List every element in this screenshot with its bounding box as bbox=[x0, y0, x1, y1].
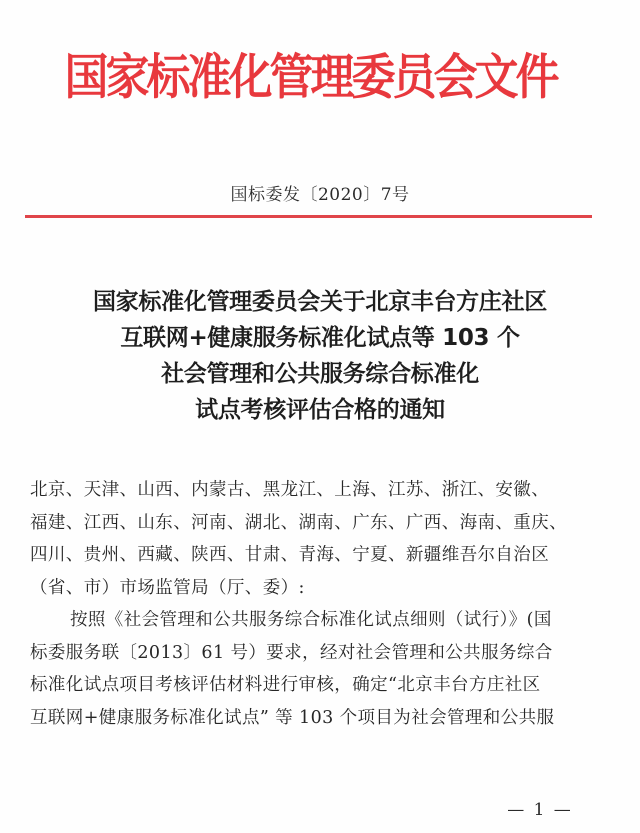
title-line: 国家标准化管理委员会关于北京丰台方庄社区 bbox=[92, 289, 547, 315]
title-line: 互联网+健康服务标准化试点等 103 个 bbox=[120, 325, 520, 351]
paragraph-line: 标委服务联〔2013〕61 号）要求，经对社会管理和公共服务综合 bbox=[30, 642, 553, 663]
addressee-line: （省、市）市场监管局（厅、委）: bbox=[30, 577, 305, 598]
body-text bbox=[30, 474, 600, 734]
page-number: — 1 — bbox=[507, 800, 573, 820]
paragraph-line: 互联网+健康服务标准化试点” 等 103 个项目为社会管理和公共服 bbox=[30, 707, 555, 728]
red-divider-line bbox=[25, 215, 592, 218]
title-line: 试点考核评估合格的通知 bbox=[195, 397, 445, 423]
title-line: 社会管理和公共服务综合标准化 bbox=[161, 361, 479, 387]
addressee-line: 四川、贵州、西藏、陕西、甘肃、青海、宁夏、新疆维吾尔自治区 bbox=[30, 545, 550, 565]
paragraph-line: 标准化试点项目考核评估材料进行审核，确定“北京丰台方庄社区 bbox=[30, 675, 541, 695]
paragraph-line: 按照《社会管理和公共服务综合标准化试点细则（试行）》(国 bbox=[70, 610, 552, 630]
addressee-line: 北京、天津、山西、内蒙古、黑龙江、上海、江苏、浙江、安徽、 bbox=[30, 480, 550, 500]
masthead-title: 国家标准化管理委员会文件 bbox=[64, 49, 557, 106]
notice-title bbox=[20, 284, 620, 428]
document-number: 国标委发〔2020〕7号 bbox=[230, 185, 410, 205]
addressee-line: 福建、江西、山东、河南、湖北、湖南、广东、广西、海南、重庆、 bbox=[30, 512, 567, 533]
